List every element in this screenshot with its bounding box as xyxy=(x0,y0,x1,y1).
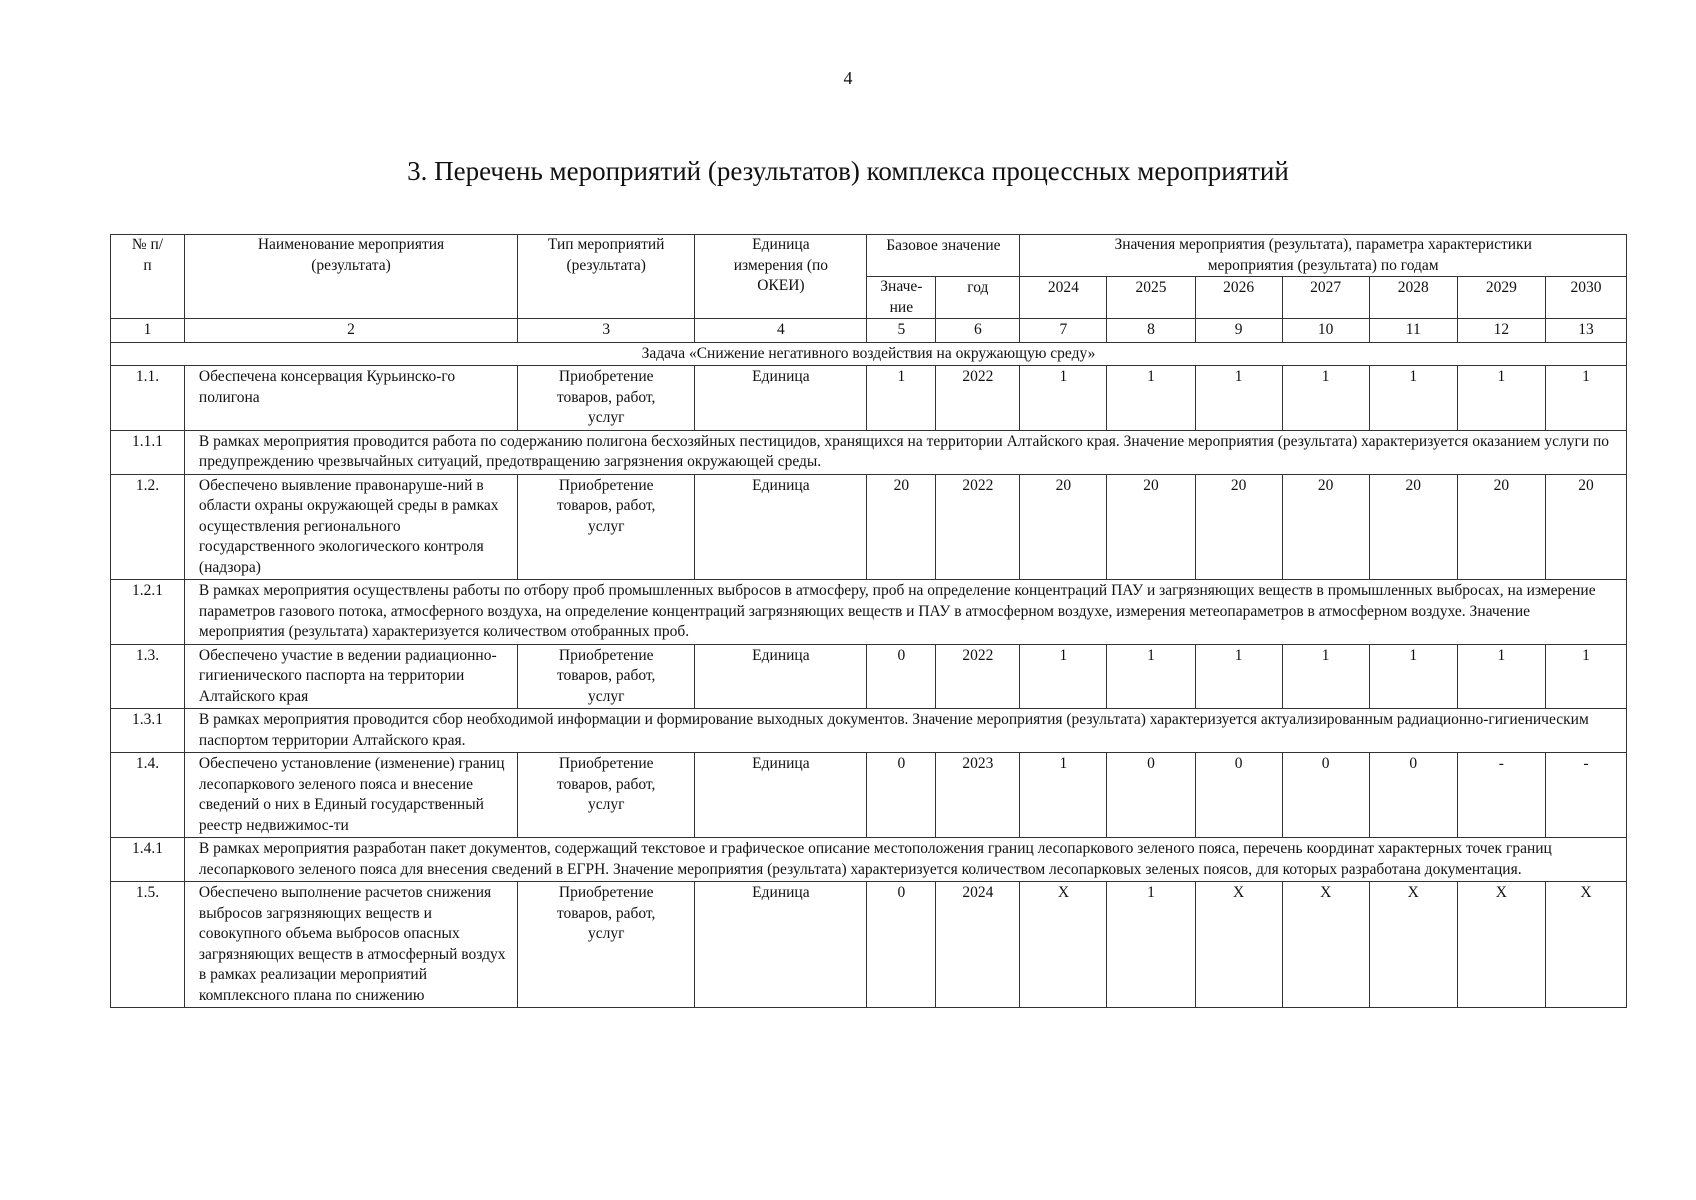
description-text: В рамках мероприятия проводится работа по содержанию полигона бесхозяйных пестицидов, хранящихся на территории Алтайского края. Значение мероприятия (результата) характеризуется оказанием услуги по предупреждению чрезвычайных ситуаций, предотвращению загрязнения окружающей среды. xyxy=(184,430,1626,474)
event-name: Обеспечено выполнение расчетов снижения выбросов загрязняющих веществ и совокупного объема выбросов опасных загрязняющих веществ в атмосферный воздух в рамках реализации мероприятий комплексного плана по снижению xyxy=(184,882,517,1008)
year-value: 1 xyxy=(1457,366,1545,431)
year-value: 1 xyxy=(1195,366,1282,431)
year-value: 20 xyxy=(1457,474,1545,580)
event-type: Приобретение товаров, работ, услуг xyxy=(518,753,695,838)
column-number: 2 xyxy=(184,319,517,343)
table-header-row xyxy=(111,235,1627,277)
description-row xyxy=(111,580,1627,645)
description-number: 1.2.1 xyxy=(111,580,185,645)
page-title: 3. Перечень мероприятий (результатов) комплекса процессных мероприятий xyxy=(407,156,1289,186)
base-value: 0 xyxy=(867,753,936,838)
year-value: 1 xyxy=(1195,644,1282,709)
year-value: 1 xyxy=(1020,366,1107,431)
year-value: 1 xyxy=(1107,644,1195,709)
base-value: 1 xyxy=(867,366,936,431)
table-row xyxy=(111,753,1627,838)
table-row xyxy=(111,474,1627,580)
year-value: 1 xyxy=(1457,644,1545,709)
year-value: X xyxy=(1545,882,1626,1008)
year-value: 1 xyxy=(1369,366,1457,431)
year-value: 1 xyxy=(1107,366,1195,431)
task-row xyxy=(111,342,1627,366)
base-year: 2022 xyxy=(936,474,1020,580)
year-value: 20 xyxy=(1282,474,1369,580)
event-type: Приобретение товаров, работ, услуг xyxy=(518,644,695,709)
base-value: 20 xyxy=(867,474,936,580)
unit: Единица xyxy=(695,882,867,1008)
header-base: Базовое значение xyxy=(867,235,1020,277)
event-type: Приобретение товаров, работ, услуг xyxy=(518,882,695,1008)
year-value: 0 xyxy=(1369,753,1457,838)
description-number: 1.3.1 xyxy=(111,709,185,753)
year-value: X xyxy=(1020,882,1107,1008)
description-number: 1.1.1 xyxy=(111,430,185,474)
base-value: 0 xyxy=(867,882,936,1008)
year-value: X xyxy=(1282,882,1369,1008)
header-base-value: Значе-ние xyxy=(867,277,936,319)
description-row xyxy=(111,838,1627,882)
row-number: 1.3. xyxy=(111,644,185,709)
header-base-year: год xyxy=(936,277,1020,319)
task-title: Задача «Снижение негативного воздействия на окружающую среду» xyxy=(111,342,1627,366)
year-value: 20 xyxy=(1020,474,1107,580)
column-number: 1 xyxy=(111,319,185,343)
event-name: Обеспечена консервация Курьинско-го полигона xyxy=(184,366,517,431)
base-year: 2022 xyxy=(936,644,1020,709)
column-number: 9 xyxy=(1195,319,1282,343)
header-year: 2025 xyxy=(1107,277,1195,319)
column-number: 13 xyxy=(1545,319,1626,343)
description-row xyxy=(111,430,1627,474)
column-numbers-row xyxy=(111,319,1627,343)
header-name: Наименование мероприятия (результата) xyxy=(184,235,517,319)
column-number: 6 xyxy=(936,319,1020,343)
year-value: 20 xyxy=(1545,474,1626,580)
description-row xyxy=(111,709,1627,753)
description-text: В рамках мероприятия разработан пакет документов, содержащий текстовое и графическое описание местоположения границ лесопаркового зеленого пояса, перечень координат характерных точек границ лесопаркового зеленого пояса для внесения сведений в ЕГРН. Значение мероприятия (результата) характеризуется количеством лесопарковых зеленых поясов, для которых разработана документация. xyxy=(184,838,1626,882)
header-year: 2026 xyxy=(1195,277,1282,319)
row-number: 1.4. xyxy=(111,753,185,838)
header-year: 2029 xyxy=(1457,277,1545,319)
description-text: В рамках мероприятия осуществлены работы по отбору проб промышленных выбросов в атмосферу, проб на определение концентраций ПАУ и загрязняющих веществ в промышленных выбросах, на измерение параметров газового потока, атмосферного воздуха, на определение концентраций загрязняющих веществ и ПАУ в атмосферном воздухе, измерения метеопараметров в атмосферном воздухе. Значение мероприятия (результата) характеризуется количеством отобранных проб. xyxy=(184,580,1626,645)
table-row xyxy=(111,644,1627,709)
table-row xyxy=(111,882,1627,1008)
base-year: 2023 xyxy=(936,753,1020,838)
year-value: 0 xyxy=(1282,753,1369,838)
header-type: Тип мероприятий (результата) xyxy=(518,235,695,319)
header-year: 2030 xyxy=(1545,277,1626,319)
unit: Единица xyxy=(695,366,867,431)
column-number: 7 xyxy=(1020,319,1107,343)
column-number: 3 xyxy=(518,319,695,343)
header-unit: Единица измерения (по ОКЕИ) xyxy=(695,235,867,319)
base-year: 2022 xyxy=(936,366,1020,431)
year-value: 1 xyxy=(1282,644,1369,709)
header-year: 2024 xyxy=(1020,277,1107,319)
header-num: № п/п xyxy=(111,235,185,319)
event-type: Приобретение товаров, работ, услуг xyxy=(518,366,695,431)
year-value: 1 xyxy=(1545,644,1626,709)
column-number: 4 xyxy=(695,319,867,343)
column-number: 5 xyxy=(867,319,936,343)
year-value: 1 xyxy=(1369,644,1457,709)
year-value: - xyxy=(1545,753,1626,838)
unit: Единица xyxy=(695,474,867,580)
event-name: Обеспечено установление (изменение) границ лесопаркового зеленого пояса и внесение сведений о них в Единый государственный реестр недвижимос-ти xyxy=(184,753,517,838)
year-value: 0 xyxy=(1107,753,1195,838)
row-number: 1.2. xyxy=(111,474,185,580)
year-value: 0 xyxy=(1195,753,1282,838)
year-value: 20 xyxy=(1107,474,1195,580)
event-type: Приобретение товаров, работ, услуг xyxy=(518,474,695,580)
row-number: 1.5. xyxy=(111,882,185,1008)
year-value: X xyxy=(1457,882,1545,1008)
column-number: 8 xyxy=(1107,319,1195,343)
description-number: 1.4.1 xyxy=(111,838,185,882)
base-value: 0 xyxy=(867,644,936,709)
year-value: - xyxy=(1457,753,1545,838)
unit: Единица xyxy=(695,753,867,838)
base-year: 2024 xyxy=(936,882,1020,1008)
description-text: В рамках мероприятия проводится сбор необходимой информации и формирование выходных документов. Значение мероприятия (результата) характеризуется актуализированным радиационно-гигиеническим паспортом территории Алтайского края. xyxy=(184,709,1626,753)
year-value: 1 xyxy=(1545,366,1626,431)
column-number: 11 xyxy=(1369,319,1457,343)
year-value: X xyxy=(1195,882,1282,1008)
event-name: Обеспечено участие в ведении радиационно-гигиенического паспорта на территории Алтайского края xyxy=(184,644,517,709)
year-value: 1 xyxy=(1107,882,1195,1008)
year-value: X xyxy=(1369,882,1457,1008)
column-number: 10 xyxy=(1282,319,1369,343)
year-value: 20 xyxy=(1195,474,1282,580)
unit: Единица xyxy=(695,644,867,709)
events-table xyxy=(110,234,1627,1008)
table-row xyxy=(111,366,1627,431)
year-value: 1 xyxy=(1020,644,1107,709)
page-number: 4 xyxy=(843,68,853,88)
row-number: 1.1. xyxy=(111,366,185,431)
header-values-by-year: Значения мероприятия (результата), параметра характеристики мероприятия (результата) по годам xyxy=(1020,235,1627,277)
column-number: 12 xyxy=(1457,319,1545,343)
year-value: 20 xyxy=(1369,474,1457,580)
header-year: 2027 xyxy=(1282,277,1369,319)
header-year: 2028 xyxy=(1369,277,1457,319)
year-value: 1 xyxy=(1020,753,1107,838)
event-name: Обеспечено выявление правонаруше-ний в области охраны окружающей среды в рамках осуществления регионального государственного экологического контроля (надзора) xyxy=(184,474,517,580)
year-value: 1 xyxy=(1282,366,1369,431)
